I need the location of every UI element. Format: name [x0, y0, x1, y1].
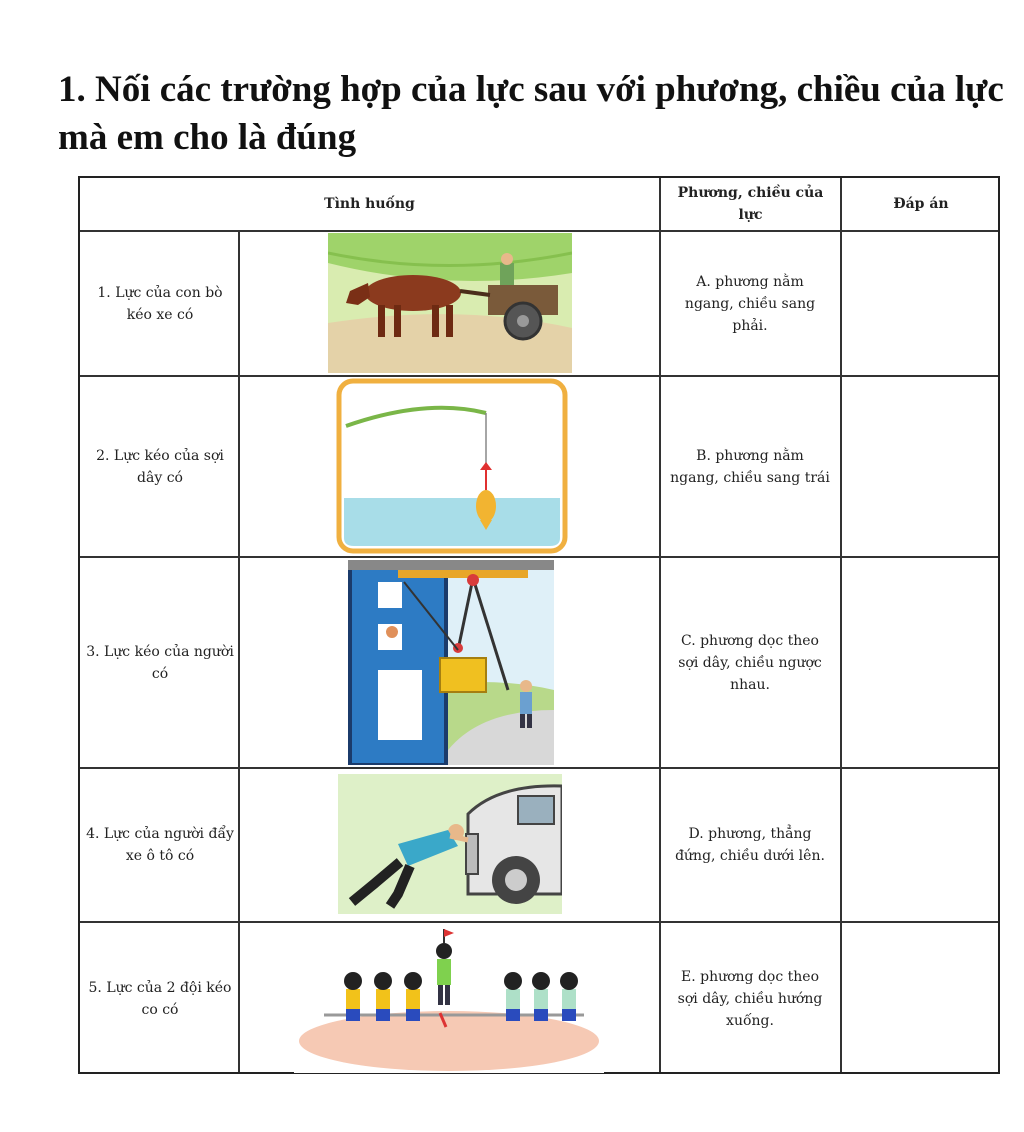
option-d: D. phương, thẳng đứng, chiều dưới lên.	[675, 826, 825, 864]
situation-2: 2. Lực kéo của sợi dây có	[96, 447, 224, 486]
exercise-title: 1. Nối các trường hợp của lực sau với phương, chiều của lực mà em cho là đúng	[58, 69, 1004, 158]
matching-table	[78, 176, 1000, 1074]
option-b: B. phương nằm ngang, chiều sang trái	[670, 447, 830, 486]
answer-cell-2[interactable]	[842, 377, 1000, 556]
answer-cell-4[interactable]	[842, 769, 1000, 921]
answer-cell-5[interactable]	[842, 923, 1000, 1074]
fishing-rod-illustration	[336, 378, 568, 554]
pushing-car-illustration	[338, 774, 562, 914]
option-e: E. phương dọc theo sợi dây, chiều hướng xuống.	[677, 968, 823, 1029]
pulley-crate-illustration	[348, 560, 554, 765]
header-direction: Phương, chiều của lực	[677, 185, 824, 223]
situation-5: 5. Lực của 2 đội kéo co có	[88, 979, 232, 1018]
answer-cell-1[interactable]	[842, 232, 1000, 375]
answer-cell-3[interactable]	[842, 558, 1000, 767]
header-situation: Tình huống	[324, 196, 415, 212]
ox-cart-illustration	[328, 233, 572, 373]
situation-3: 3. Lực kéo của người có	[86, 643, 234, 682]
header-answer: Đáp án	[893, 196, 949, 212]
option-a: A. phương nằm ngang, chiều sang phải.	[684, 273, 816, 334]
situation-1: 1. Lực của con bò kéo xe có	[97, 284, 223, 323]
situation-4: 4. Lực của người đẩy xe ô tô có	[86, 826, 234, 864]
option-c: C. phương dọc theo sợi dây, chiều ngược nhau.	[678, 632, 822, 693]
tug-of-war-illustration	[294, 923, 604, 1073]
